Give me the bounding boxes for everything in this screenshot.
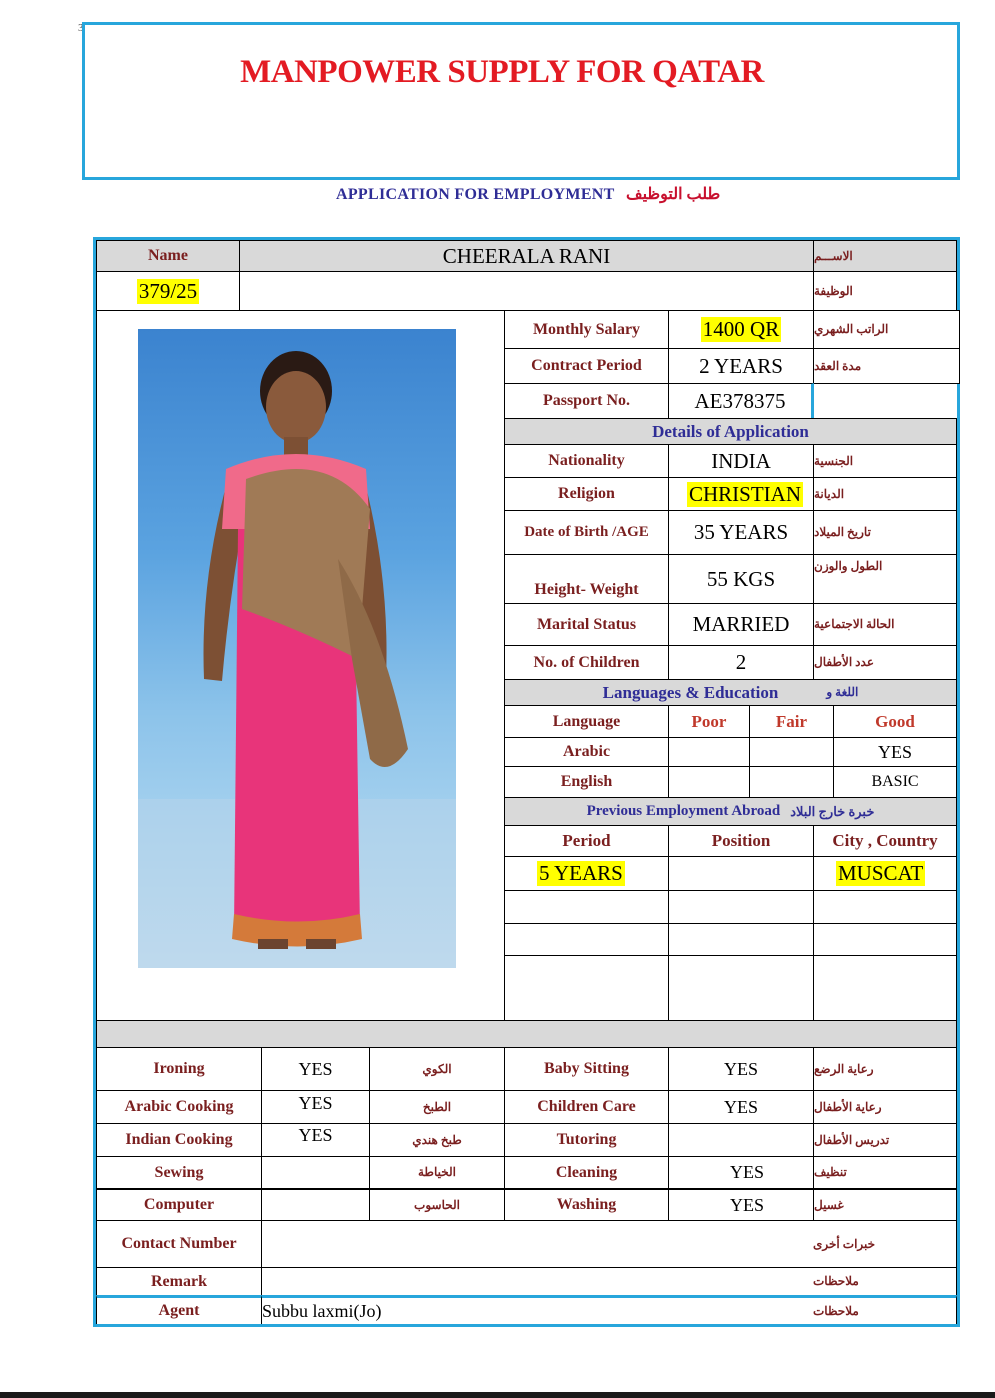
passport-value: AE378375 (668, 383, 814, 419)
language-header: Language (504, 705, 669, 738)
dob-label: Date of Birth /AGE (504, 510, 669, 555)
religion-label: Religion (504, 477, 669, 511)
nationality-arabic: الجنسية (813, 444, 957, 478)
language-good-header: Good (833, 705, 957, 738)
application-subtitle-arabic: طلب التوظيف (626, 186, 721, 203)
period-header: Period (504, 825, 669, 857)
skill-value (261, 1188, 370, 1221)
children-arabic: عدد الأطفال (813, 645, 957, 680)
position-value (239, 271, 814, 311)
skill-arabic: رعاية الرضع (813, 1047, 957, 1091)
employment-section-title: Previous Employment Abroad (586, 803, 781, 819)
name-arabic: الاســـم (813, 240, 957, 272)
language-poor-header: Poor (668, 705, 750, 738)
employment-section-arabic: خبرة خارج البلاد (790, 803, 875, 819)
monthly-salary-value: 1400 QR (702, 317, 780, 341)
contact-number-label: Contact Number (96, 1220, 262, 1268)
employment-empty-cell (668, 955, 814, 1021)
language-fair-header: Fair (749, 705, 834, 738)
dob-value: 35 YEARS (668, 510, 814, 555)
page-title: MANPOWER SUPPLY FOR QATAR (240, 54, 764, 90)
skill-arabic: طبخ هندي (369, 1123, 505, 1157)
passport-label: Passport No. (504, 383, 669, 419)
skill-label: Baby Sitting (504, 1047, 669, 1091)
language-fair (749, 766, 834, 798)
agent-label: Agent (96, 1295, 262, 1324)
contract-period-label: Contract Period (504, 348, 669, 384)
skill-arabic: الطبخ (369, 1090, 505, 1124)
languages-section-title: Languages & Education (602, 682, 779, 702)
height-weight-label: Height- Weight (504, 554, 669, 604)
skill-label: Indian Cooking (96, 1123, 262, 1157)
skill-value: YES (261, 1090, 370, 1124)
header-box (82, 22, 960, 180)
language-name: English (504, 766, 669, 798)
skill-label: Ironing (96, 1047, 262, 1091)
agent-arabic: ملاحظات (813, 1295, 957, 1324)
reference-number-cell (96, 271, 240, 311)
nationality-label: Nationality (504, 444, 669, 478)
employment-city-cell (813, 856, 957, 891)
language-poor (668, 737, 750, 767)
skill-label: Sewing (96, 1156, 262, 1189)
employment-empty-cell (813, 890, 957, 924)
skill-arabic: رعاية الأطفال (813, 1090, 957, 1124)
languages-section-arabic: اللغة و (826, 685, 859, 699)
employment-section (504, 797, 957, 826)
employment-position (668, 856, 814, 891)
employment-city: MUSCAT (838, 861, 924, 885)
marital-status-label: Marital Status (504, 603, 669, 646)
skill-value: YES (668, 1047, 814, 1091)
skill-arabic: تنظيف (813, 1156, 957, 1189)
name-value: CHEERALA RANI (239, 240, 814, 272)
children-label: No. of Children (504, 645, 669, 680)
skill-value: YES (668, 1188, 814, 1221)
employment-empty-cell (668, 923, 814, 956)
skill-value: YES (668, 1090, 814, 1124)
details-section-title: Details of Application (504, 418, 957, 445)
skill-arabic: الخياطة (369, 1156, 505, 1189)
skill-label: Cleaning (504, 1156, 669, 1189)
employment-empty-cell (813, 955, 957, 1021)
religion-arabic: الديانة (813, 477, 957, 511)
height-weight-value: 55 KGS (668, 554, 814, 604)
skill-value: YES (668, 1156, 814, 1189)
contract-period-value: 2 YEARS (668, 348, 814, 384)
skill-value: YES (261, 1047, 370, 1091)
monthly-salary-cell (668, 310, 814, 349)
skill-value: YES (261, 1123, 370, 1157)
employment-empty-cell (504, 923, 669, 956)
skill-label: Arabic Cooking (96, 1090, 262, 1124)
dob-arabic: تاريخ الميلاد (813, 510, 957, 555)
language-name: Arabic (504, 737, 669, 767)
city-country-header: City , Country (813, 825, 957, 857)
skill-label: Computer (96, 1188, 262, 1221)
skill-label: Tutoring (504, 1123, 669, 1157)
religion-cell (668, 477, 814, 511)
applicant-figure-icon (138, 329, 456, 968)
languages-section (504, 679, 957, 706)
agent-value: Subbu laxmi(Jo) (261, 1295, 814, 1324)
monthly-salary-arabic: الراتب الشهري (813, 310, 960, 349)
name-label: Name (96, 240, 240, 272)
skill-arabic: غسيل (813, 1188, 957, 1221)
applicant-photo (138, 329, 456, 968)
page-mark: 3 (78, 22, 84, 34)
marital-status-arabic: الحالة الاجتماعية (813, 603, 957, 646)
application-subtitle: APPLICATION FOR EMPLOYMENT (336, 186, 615, 203)
language-good: BASIC (833, 766, 957, 798)
remark-label: Remark (96, 1267, 262, 1296)
reference-number: 379/25 (138, 278, 198, 303)
skill-arabic: تدريس الأطفال (813, 1123, 957, 1157)
remark-arabic: ملاحظات (813, 1267, 957, 1296)
children-value: 2 (668, 645, 814, 680)
skill-arabic: الكوي (369, 1047, 505, 1091)
skill-value (668, 1123, 814, 1157)
employment-period-cell (504, 856, 669, 891)
contact-number-arabic: خبرات أخرى (813, 1220, 957, 1268)
employment-empty-cell (504, 890, 669, 924)
employment-empty-cell (668, 890, 814, 924)
language-good: YES (833, 737, 957, 767)
contract-period-arabic: مدة العقد (813, 348, 960, 384)
employment-period: 5 YEARS (539, 861, 623, 885)
position-arabic: الوظيفة (813, 271, 957, 311)
skill-label: Children Care (504, 1090, 669, 1124)
remark-value (261, 1267, 814, 1296)
skill-label: Washing (504, 1188, 669, 1221)
position-header: Position (668, 825, 814, 857)
employment-empty-cell (504, 955, 669, 1021)
nationality-value: INDIA (668, 444, 814, 478)
monthly-salary-label: Monthly Salary (504, 310, 669, 349)
bottom-edge (0, 1392, 995, 1398)
skill-value (261, 1156, 370, 1189)
contact-number-value (261, 1220, 814, 1268)
language-fair (749, 737, 834, 767)
employment-empty-cell (813, 923, 957, 956)
marital-status-value: MARRIED (668, 603, 814, 646)
height-weight-arabic: الطول والوزن (813, 554, 957, 604)
section-separator (96, 1020, 957, 1048)
language-poor (668, 766, 750, 798)
skill-arabic: الحاسوب (369, 1188, 505, 1221)
religion-value: CHRISTIAN (689, 481, 802, 506)
